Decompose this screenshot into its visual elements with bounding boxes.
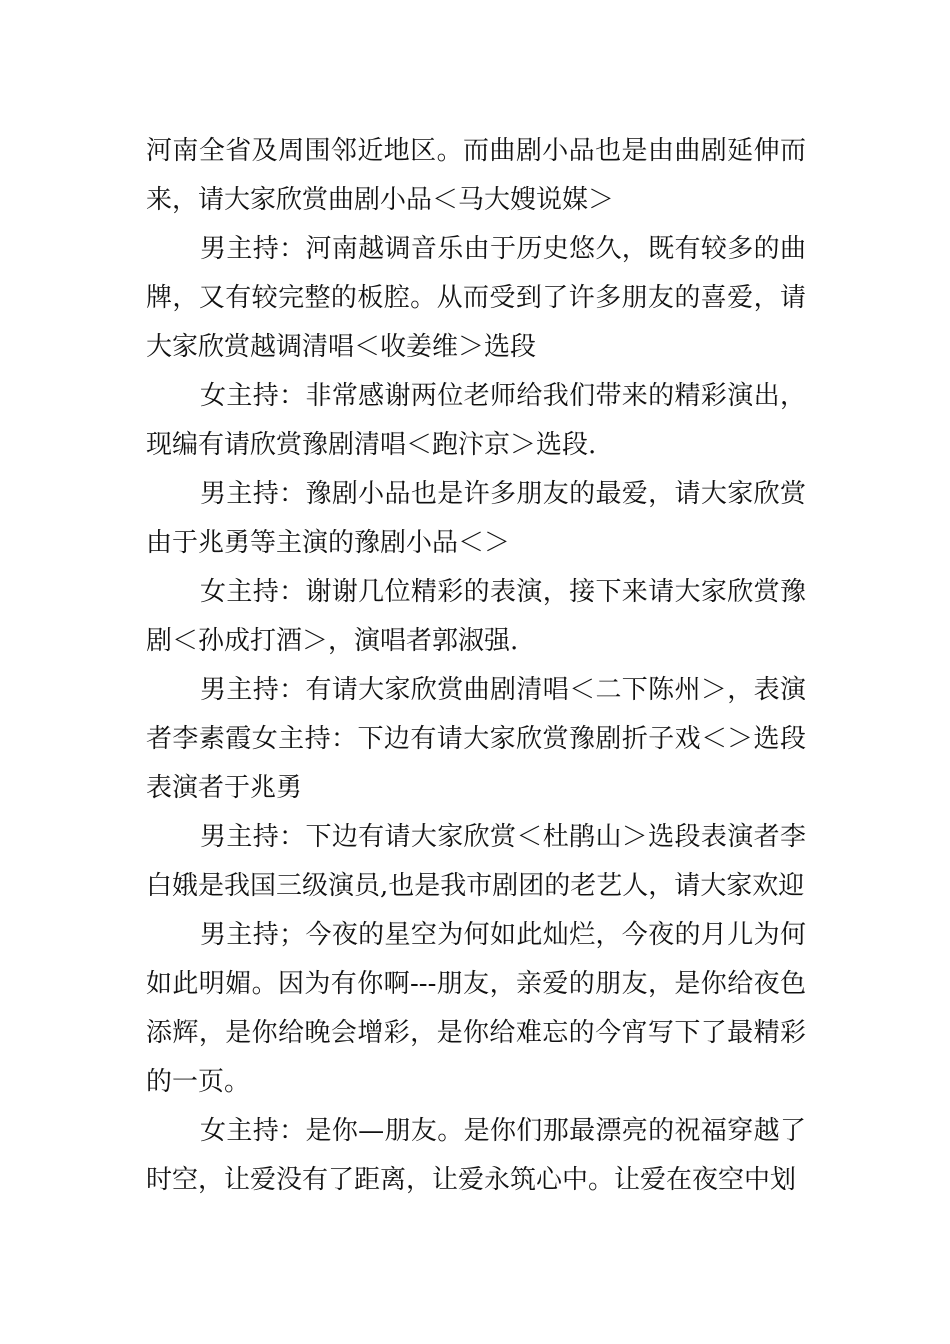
document-body [146,127,806,1205]
paragraph-4: 男主持：豫剧小品也是许多朋友的最爱，请大家欣赏由于兆勇等主演的豫剧小品＜＞ [146,479,806,558]
paragraph-7: 男主持：下边有请大家欣赏＜杜鹃山＞选段表演者李白娥是我国三级演员,也是我市剧团的老艺人，请大家欢迎 [146,822,806,901]
paragraph-6: 男主持：有请大家欣赏曲剧清唱＜二下陈州＞，表演者李素霞女主持：下边有请大家欣赏豫剧折子戏＜＞选段表演者于兆勇 [146,675,806,803]
paragraph-2: 男主持：河南越调音乐由于历史悠久，既有较多的曲牌，又有较完整的板腔。从而受到了许多朋友的喜爱，请大家欣赏越调清唱＜收姜维＞选段 [146,234,806,362]
paragraph-5: 女主持：谢谢几位精彩的表演，接下来请大家欣赏豫剧＜孙成打酒＞，演唱者郭淑强. [146,577,806,656]
paragraph-8: 男主持；今夜的星空为何如此灿烂，今夜的月儿为何如此明媚。因为有你啊---朋友，亲爱的朋友，是你给夜色添辉，是你给晚会增彩，是你给难忘的今宵写下了最精彩的一页。 [146,920,806,1097]
paragraph-9: 女主持：是你—朋友。是你们那最漂亮的祝福穿越了时空，让爱没有了距离，让爱永筑心中。让爱在夜空中划 [146,1116,806,1195]
paragraph-1: 河南全省及周围邻近地区。而曲剧小品也是由曲剧延伸而来，请大家欣赏曲剧小品＜马大嫂说媒＞ [146,136,806,215]
paragraph-3: 女主持：非常感谢两位老师给我们带来的精彩演出，现编有请欣赏豫剧清唱＜跑汴京＞选段. [146,381,806,460]
